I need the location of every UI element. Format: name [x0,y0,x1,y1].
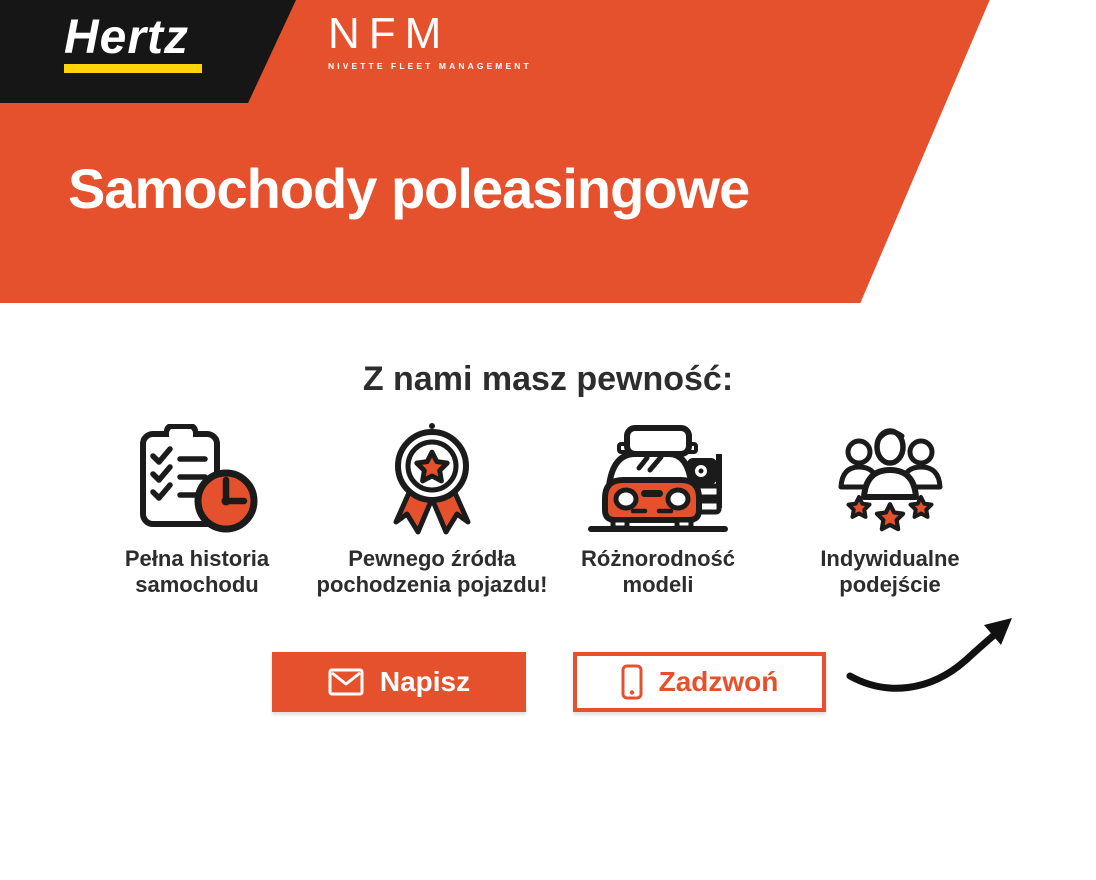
people-stars-icon [770,414,1010,536]
smartphone-icon [621,664,643,700]
feature-label: Pewnego źródła pochodzenia pojazdu! [316,546,548,597]
clipboard-clock-icon [77,414,317,536]
feature-label: Indywidualne podejście [820,546,960,597]
write-button-label: Napisz [379,666,471,697]
feature-full-history [77,414,317,598]
nfm-logo-text: NFM [328,9,451,58]
nfm-logo [328,10,532,71]
feature-individual-approach [770,414,1010,598]
feature-label: Pełna historia samochodu [124,546,270,597]
cars-icon [538,414,778,536]
medal-icon [312,414,552,536]
nfm-logo-subtitle: NIVETTE FLEET MANAGEMENT [328,61,532,71]
envelope-icon [328,668,364,696]
section-heading: Z nami masz pewność: [362,360,734,398]
hertz-logo: Hertz [64,11,190,64]
hertz-logo-underline [64,64,202,73]
feature-trusted-source [312,414,552,598]
banner-title: Samochody poleasingowe [68,157,750,220]
feature-label: Różnorodność modeli [581,546,735,597]
feature-model-variety [538,414,778,598]
write-button[interactable] [272,652,526,712]
call-button-label: Zadzwoń [658,666,779,697]
curved-arrow-icon [838,598,1028,703]
call-button[interactable] [573,652,826,712]
